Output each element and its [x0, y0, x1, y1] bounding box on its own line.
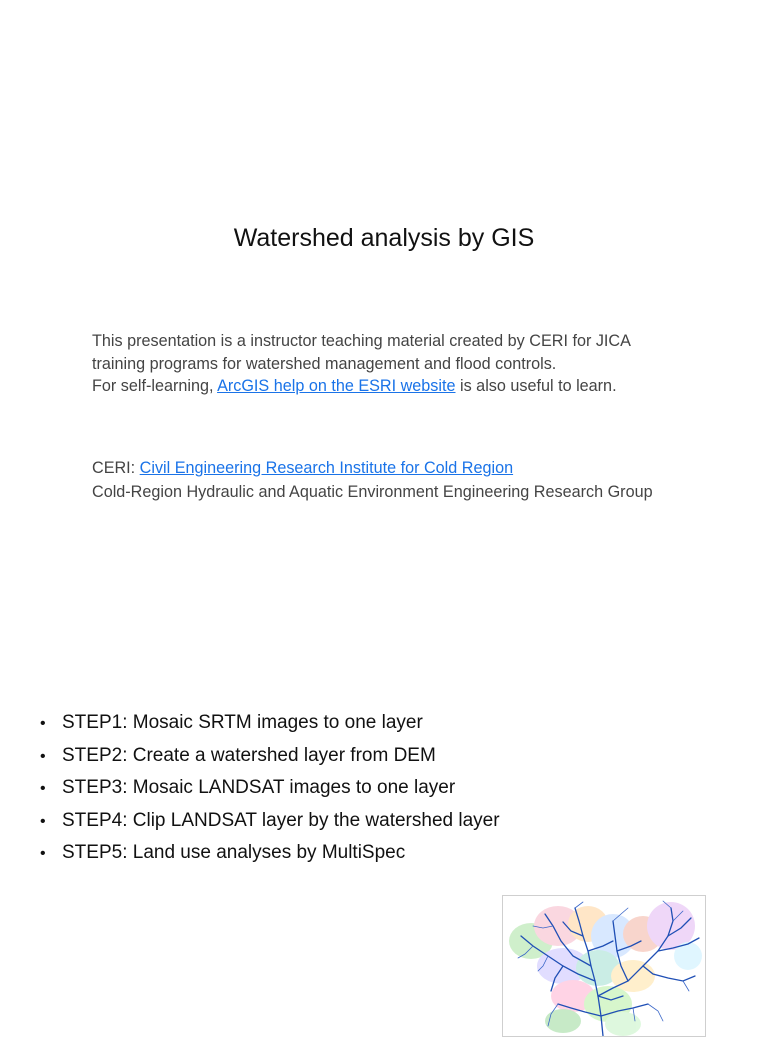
arcgis-help-link[interactable]: ArcGIS help on the ESRI website: [217, 377, 456, 395]
watershed-map-image: [502, 895, 706, 1037]
watershed-map-graphic: [503, 896, 705, 1036]
ceri-link[interactable]: Civil Engineering Research Institute for Cold Region: [139, 459, 514, 477]
slide-title: Watershed analysis by GIS: [233, 224, 535, 252]
list-item: [40, 842, 500, 875]
step-text: STEP4: Clip LANDSAT layer by the watershed layer: [62, 809, 500, 831]
intro-line-3-prefix: For self-learning,: [92, 377, 218, 395]
intro-paragraph: [92, 330, 712, 398]
bullet: •: [40, 780, 46, 797]
ceri-prefix: CERI:: [92, 459, 140, 477]
research-group: Cold-Region Hydraulic and Aquatic Environment Engineering Research Group: [92, 483, 653, 501]
step-text: STEP5: Land use analyses by MultiSpec: [62, 842, 406, 863]
intro-line-2: training programs for watershed management and flood controls.: [92, 354, 557, 373]
ceri-block: [92, 459, 732, 502]
intro-line-3-suffix: is also useful to learn.: [455, 377, 617, 395]
list-item: [40, 745, 500, 778]
list-item: [40, 777, 500, 810]
list-item: [40, 810, 500, 843]
step-text: STEP2: Create a watershed layer from DEM: [62, 744, 436, 766]
intro-line-3: [92, 375, 712, 398]
intro-line-1: This presentation is a instructor teaching material created by CERI for JICA: [92, 332, 631, 350]
bullet: •: [40, 747, 46, 765]
bullet: •: [40, 845, 46, 862]
list-item: [40, 712, 500, 745]
steps-list: [40, 712, 500, 875]
ceri-line: [92, 459, 732, 478]
step-text: STEP3: Mosaic LANDSAT images to one layer: [62, 777, 456, 798]
bullet: •: [40, 812, 46, 830]
step-text: STEP1: Mosaic SRTM images to one layer: [62, 712, 423, 733]
bullet: •: [40, 715, 46, 732]
